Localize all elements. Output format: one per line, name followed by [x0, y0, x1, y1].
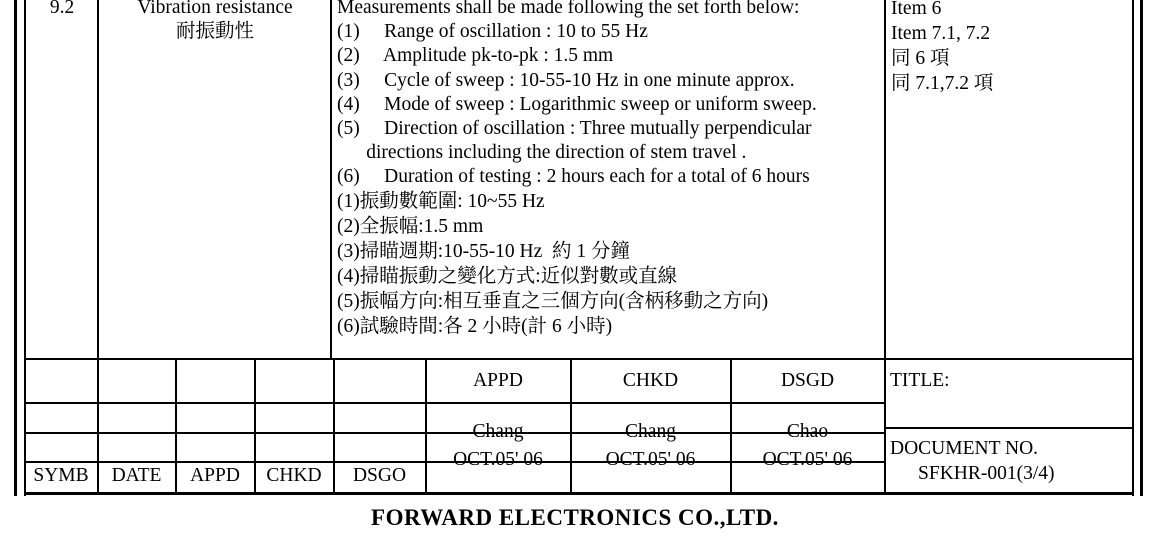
item-name-jp: 耐振動性	[175, 21, 254, 42]
approval-name-appd: Chang	[472, 421, 524, 442]
spec-item-en-4: (4) Mode of sweep : Logarithmic sweep or uniform sweep.	[337, 94, 817, 115]
reference-line-3: 同 6 項	[891, 48, 950, 69]
spec-item-cn-1: (1)振動數範圍: 10~55 Hz	[337, 191, 545, 212]
spec-item-en-5-cont: directions including the direction of stem travel .	[337, 142, 747, 163]
reference-line-2: Item 7.1, 7.2	[891, 23, 991, 44]
reference-line-1: Item 6	[891, 0, 942, 19]
item-name-en: Vibration resistance	[137, 0, 293, 18]
spec-item-cn-6: (6)試驗時間:各 2 小時(計 6 小時)	[337, 316, 613, 337]
approval-header-rule	[426, 402, 884, 404]
rev-header-date: DATE	[111, 465, 162, 486]
spec-item-en-5: (5) Direction of oscillation : Three mutually perpendicular	[337, 118, 812, 139]
spec-item-en-6: (6) Duration of testing : 2 hours each for a total of 6 hours	[337, 166, 810, 187]
content-bottom-rule	[24, 358, 1134, 360]
approval-name-dsgd: Chao	[786, 421, 829, 442]
approval-date-chkd: OCT.05' 06	[605, 449, 696, 470]
reference-line-4: 同 7.1,7.2 項	[891, 73, 994, 94]
document-no-label: DOCUMENT NO.	[890, 438, 1039, 459]
spec-item-en-3: (3) Cycle of sweep : 10-55-10 Hz in one minute approx.	[337, 70, 795, 91]
approval-header-chkd: CHKD	[622, 370, 679, 391]
approval-header-dsgd: DSGD	[780, 370, 835, 391]
inner-border-left	[24, 0, 26, 496]
document-no-value: SFKHR-001(3/4)	[918, 463, 1055, 484]
block-bottom-rule	[24, 492, 1134, 495]
col-sep-symbol	[97, 0, 99, 358]
outer-border-left	[14, 0, 17, 496]
approval-date-dsgd: OCT.05' 06	[762, 449, 853, 470]
inner-border-right	[1132, 0, 1134, 496]
approval-title-sep	[884, 360, 886, 492]
footer-company-name: FORWARD ELECTRONICS CO.,LTD.	[371, 505, 779, 530]
rev-header-appd: APPD	[190, 465, 240, 486]
approval-header-appd: APPD	[473, 370, 523, 391]
rev-header-chkd: CHKD	[266, 465, 322, 486]
col-sep-spec	[884, 0, 886, 358]
outer-border-right	[1140, 0, 1143, 496]
item-number: 9.2	[49, 0, 75, 18]
spec-intro: Measurements shall be made following the set forth below:	[337, 0, 800, 18]
spec-item-cn-4: (4)掃瞄振動之變化方式:近似對數或直線	[337, 266, 678, 287]
spec-item-cn-5: (5)振幅方向:相互垂直之三個方向(含柄移動之方向)	[337, 291, 769, 312]
spec-item-cn-3: (3)掃瞄週期:10-55-10 Hz 約 1 分鐘	[337, 241, 631, 262]
spec-item-en-1: (1) Range of oscillation : 10 to 55 Hz	[337, 21, 648, 42]
title-label: TITLE:	[890, 370, 950, 391]
rev-header-dsgo: DSGO	[352, 465, 407, 486]
approval-name-chkd: Chang	[625, 421, 676, 442]
col-sep-itemname	[330, 0, 332, 358]
title-block-rule	[886, 427, 1134, 429]
approval-date-appd: OCT.05' 06	[453, 449, 543, 470]
rev-header-symb: SYMB	[33, 465, 89, 486]
spec-item-en-2: (2) Amplitude pk-to-pk : 1.5 mm	[337, 45, 614, 66]
spec-item-cn-2: (2)全振幅:1.5 mm	[337, 216, 484, 237]
